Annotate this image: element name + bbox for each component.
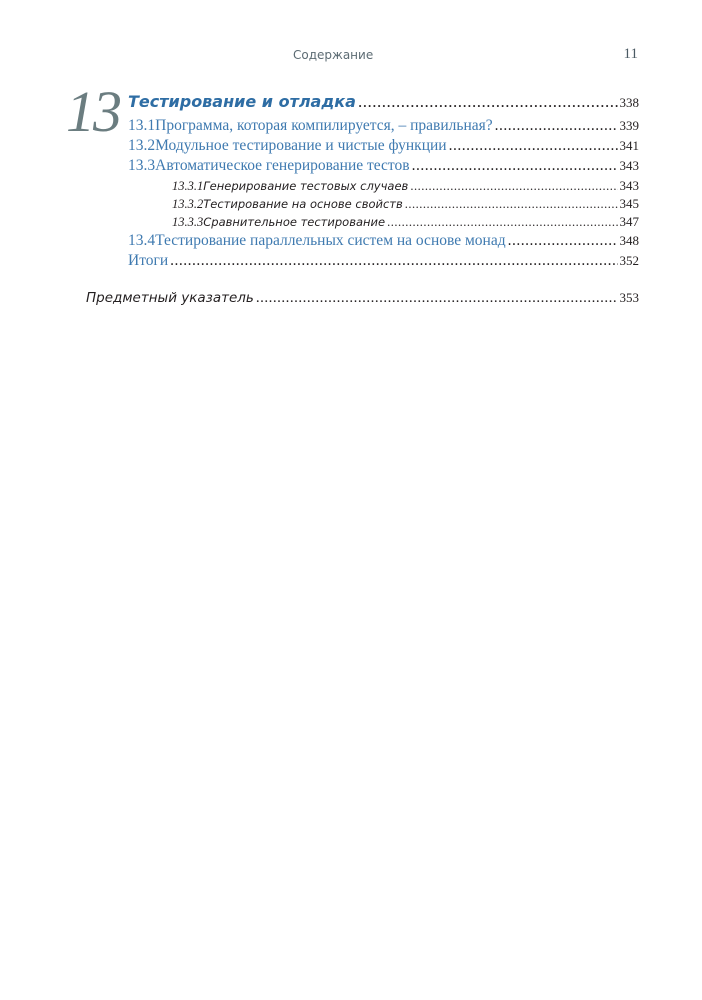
subsection-title: Сравнительное тестирование [203, 215, 386, 229]
toc-subsection-13-3-1[interactable] [172, 178, 639, 194]
running-head: Содержание [293, 48, 374, 62]
leader-dots [508, 232, 618, 250]
section-page: 348 [619, 233, 639, 248]
subsection-title: Генерирование тестовых случаев [203, 179, 409, 193]
section-number: 13.4 [128, 232, 156, 249]
toc-section-13-3[interactable] [128, 157, 639, 175]
index-page: 353 [619, 290, 639, 305]
toc-index[interactable] [86, 290, 639, 307]
toc-subsection-13-3-2[interactable] [172, 196, 639, 212]
leader-dots [412, 157, 618, 175]
leader-dots [170, 252, 617, 270]
section-page: 343 [619, 158, 639, 173]
leader-dots [358, 92, 618, 112]
toc-chapter-13[interactable] [128, 92, 639, 112]
summary-title: Итоги [128, 252, 169, 269]
section-number: 13.2 [128, 137, 156, 154]
index-title: Предметный указатель [86, 290, 254, 306]
toc-section-13-1[interactable] [128, 117, 639, 135]
section-title: Программа, которая компилируется, – правильная? [155, 117, 493, 134]
leader-dots [256, 290, 618, 307]
summary-page: 352 [619, 253, 639, 268]
leader-dots [405, 197, 618, 212]
leader-dots [410, 179, 617, 194]
toc-section-13-2[interactable] [128, 137, 639, 155]
section-page: 341 [619, 138, 639, 153]
chapter-title: Тестирование и отладка [128, 92, 356, 111]
toc-subsection-13-3-3[interactable] [172, 214, 639, 230]
section-page: 339 [619, 118, 639, 133]
page-number: 11 [623, 46, 638, 62]
section-title: Тестирование параллельных систем на основе монад [155, 232, 506, 249]
toc-summary[interactable] [128, 252, 639, 270]
toc-section-13-4[interactable] [128, 232, 639, 250]
leader-dots [449, 137, 618, 155]
section-number: 13.3 [128, 157, 156, 174]
chapter-page: 338 [619, 95, 639, 110]
subsection-page: 343 [619, 178, 639, 193]
subsection-number: 13.3.3 [172, 215, 204, 229]
subsection-page: 345 [619, 196, 639, 211]
subsection-number: 13.3.2 [172, 197, 204, 211]
section-number: 13.1 [128, 117, 156, 134]
subsection-number: 13.3.1 [172, 179, 204, 193]
leader-dots [495, 117, 618, 135]
leader-dots [387, 215, 617, 230]
subsection-title: Тестирование на основе свойств [203, 197, 403, 211]
chapter-number: 13 [66, 79, 120, 144]
section-title: Модульное тестирование и чистые функции [155, 137, 447, 154]
section-title: Автоматическое генерирование тестов [155, 157, 410, 174]
subsection-page: 347 [619, 214, 639, 229]
